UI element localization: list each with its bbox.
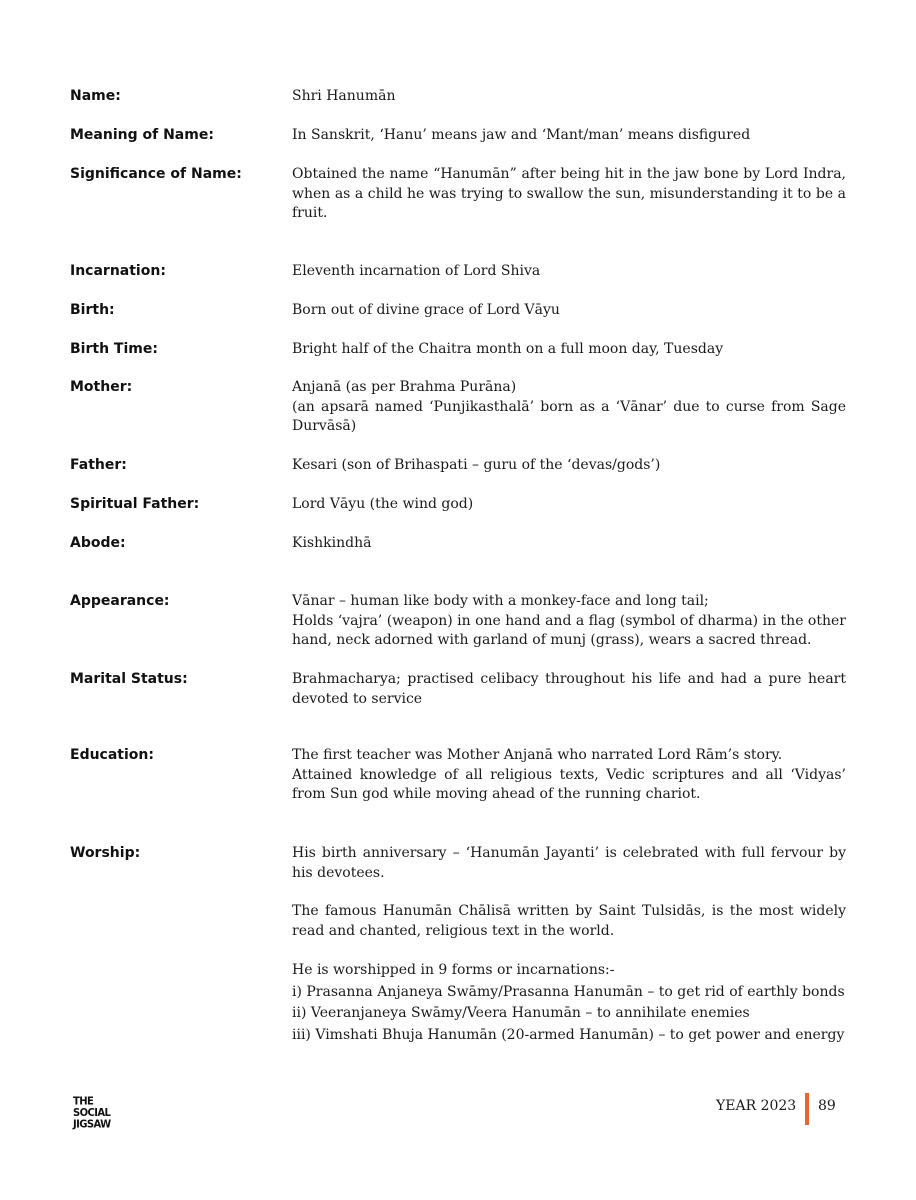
education-line-1: The first teacher was Mother Anjanā who narrated Lord Rām’s story. xyxy=(292,747,783,763)
entry-value: Obtained the name “Hanumān” after being hit in the jaw bone by Lord Indra, when as a child he was trying to swallow the sun, misunderstanding it to be a fruit. xyxy=(292,166,846,221)
entry-value: Born out of divine grace of Lord Vāyu xyxy=(292,302,560,318)
entry-label: Incarnation: xyxy=(70,263,166,279)
footer-year: YEAR 2023 xyxy=(716,1098,797,1114)
entry-value xyxy=(292,378,846,437)
entry-value: Kishkindhā xyxy=(292,535,372,551)
entry-label: Significance of Name: xyxy=(70,166,242,182)
worship-para-2: The famous Hanumān Chālisā written by Saint Tulsidās, is the most widely read and chanted, religious text in the world. xyxy=(292,903,846,939)
education-line-2: Attained knowledge of all religious texts, Vedic scriptures and all ‘Vidyas’ from Sun god while moving ahead of the running chariot. xyxy=(292,766,846,802)
appearance-line-1: Vānar – human like body with a monkey-face and long tail; xyxy=(292,593,709,609)
entry-value: Eleventh incarnation of Lord Shiva xyxy=(292,263,541,279)
mother-line-1: Anjanā (as per Brahma Purāna) xyxy=(292,379,517,395)
entry-value xyxy=(292,592,846,651)
entry-value: Shri Hanumān xyxy=(292,88,396,104)
logo-line: SOCIAL xyxy=(73,1107,111,1120)
entry-value xyxy=(292,746,846,805)
entry-label: Meaning of Name: xyxy=(70,127,214,143)
entry-value: Lord Vāyu (the wind god) xyxy=(292,496,474,512)
page-number: 89 xyxy=(818,1098,836,1114)
entry-label: Spiritual Father: xyxy=(70,496,200,512)
appearance-line-2: Holds ‘vajra’ (weapon) in one hand and a flag (symbol of dharma) in the other hand, neck adorned with garland of munj (grass), wears a sacred thread. xyxy=(292,612,846,648)
entry-label: Worship: xyxy=(70,845,141,861)
worship-intro: He is worshipped in 9 forms or incarnations:- xyxy=(292,962,615,978)
logo-line: JIGSAW xyxy=(73,1119,111,1131)
entry-label: Education: xyxy=(70,747,154,763)
mother-line-2: (an apsarā named ‘Punjikasthalā’ born as a ‘Vānar’ due to curse from Sage Durvāsā) xyxy=(292,398,846,434)
entry-label: Birth Time: xyxy=(70,341,158,357)
entry-value: Kesari (son of Brihaspati – guru of the ‘devas/gods’) xyxy=(292,457,661,473)
list-item: i) Prasanna Anjaneya Swāmy/Prasanna Hanumān – to get rid of earthly bonds xyxy=(292,983,845,1000)
worship-para-1: His birth anniversary – ‘Hanumān Jayanti’ is celebrated with full fervour by his devotees. xyxy=(292,845,846,881)
entry-label: Mother: xyxy=(70,379,133,395)
entry-value: Bright half of the Chaitra month on a full moon day, Tuesday xyxy=(292,341,724,357)
entry-label: Marital Status: xyxy=(70,671,188,687)
entry-label: Name: xyxy=(70,88,121,104)
footer-divider xyxy=(805,1093,809,1125)
logo-line: THE xyxy=(73,1096,94,1108)
entry-value: Brahmacharya; practised celibacy throughout his life and had a pure heart devoted to service xyxy=(292,671,846,707)
entry-value xyxy=(292,844,846,1046)
brand-logo xyxy=(73,1096,113,1131)
entry-label: Birth: xyxy=(70,302,115,318)
entry-label: Father: xyxy=(70,457,127,473)
entry-label: Appearance: xyxy=(70,593,170,609)
list-item: iii) Vimshati Bhuja Hanumān (20-armed Hanumān) – to get power and energy xyxy=(292,1026,845,1043)
entry-value: In Sanskrit, ‘Hanu’ means jaw and ‘Mant/man’ means disfigured xyxy=(292,127,751,143)
list-item: ii) Veeranjaneya Swāmy/Veera Hanumān – to annihilate enemies xyxy=(292,1005,750,1021)
entry-label: Abode: xyxy=(70,535,126,551)
